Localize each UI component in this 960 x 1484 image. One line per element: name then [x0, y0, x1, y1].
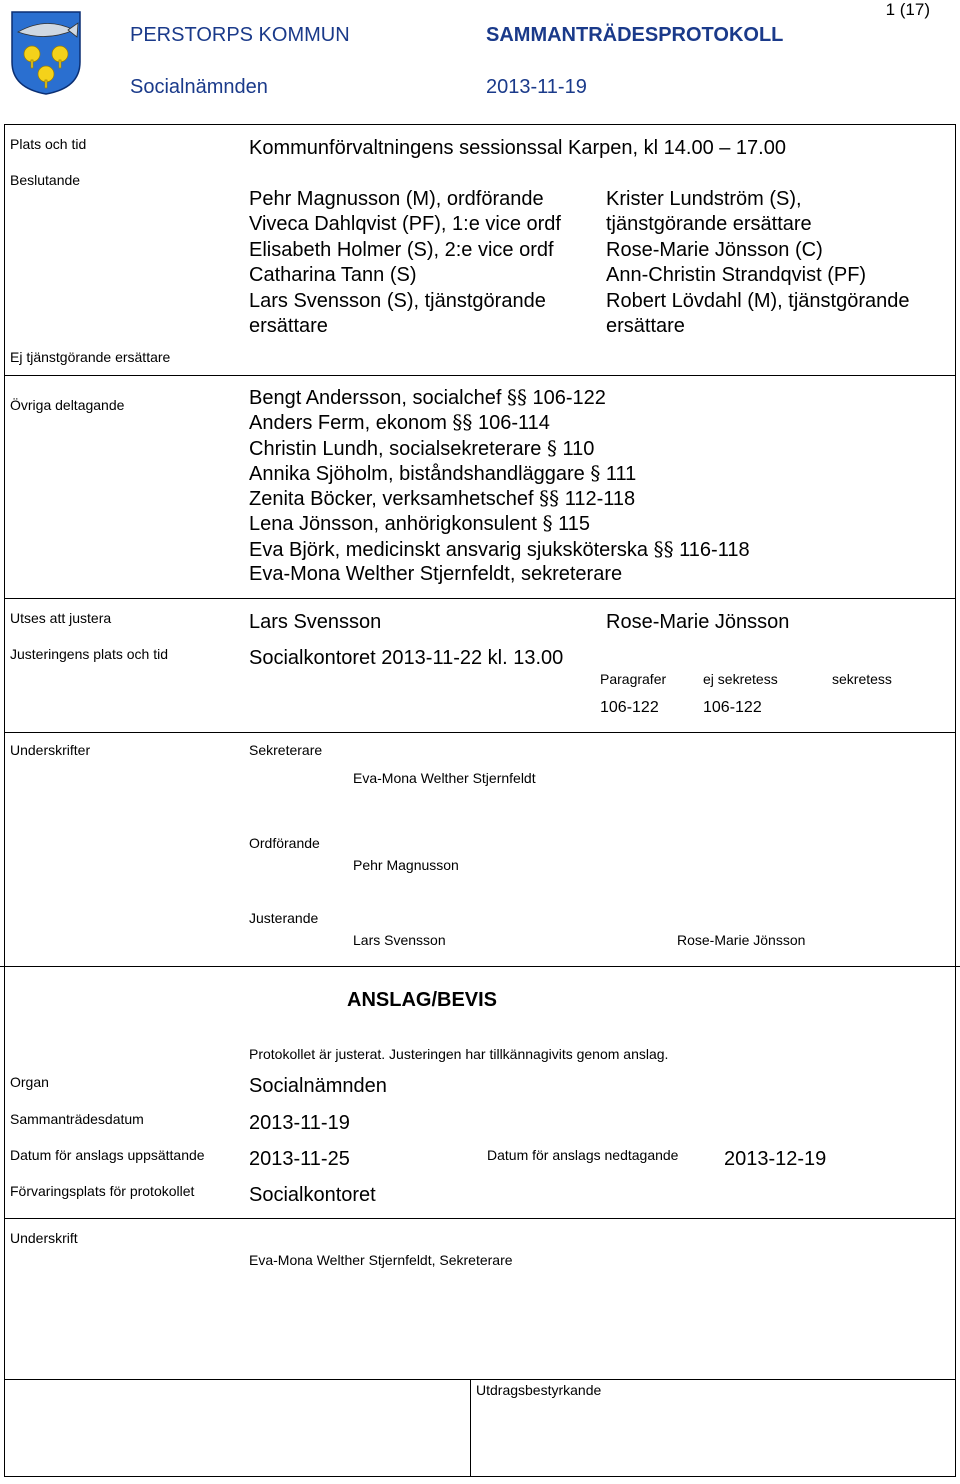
participant-range: 111 — [605, 462, 637, 485]
signature-value: Eva-Mona Welther Stjernfeldt, Sekreterare — [249, 1252, 513, 1268]
secretary-name: Eva-Mona Welther Stjernfeldt — [353, 770, 536, 786]
participant-range: 115 — [558, 513, 591, 536]
place-time-value: Kommunförvaltningens sessionssal Karpen, kl 14.00 – 17.00 — [249, 137, 786, 159]
chair-name: Pehr Magnusson — [353, 857, 459, 873]
paragraphs-value: 106-122 — [600, 699, 659, 716]
participant-line — [249, 385, 750, 410]
main-box-bottom — [0, 966, 960, 967]
notice-statement: Protokollet är justerat. Justeringen har tillkännagivits genom anslag. — [249, 1046, 669, 1062]
participant-range: 110 — [562, 437, 595, 460]
secretary-role: Sekreterare — [249, 742, 323, 758]
label-storage: Förvaringsplats för protokollet — [10, 1183, 195, 1199]
label-deciding: Beslutande — [10, 172, 81, 188]
member-line: ersättare — [606, 314, 685, 337]
section-divider — [4, 732, 956, 733]
member-line: Robert Lövdahl (M), tjänstgörande — [606, 289, 910, 312]
municipality-name: PERSTORPS KOMMUN — [130, 24, 350, 46]
document-type: SAMMANTRÄDESPROTOKOLL — [486, 24, 784, 46]
participant-range: 116-118 — [679, 538, 750, 561]
member-line: Catharina Tann (S) — [249, 264, 417, 287]
members-right-column — [606, 187, 910, 339]
section-sign: § — [590, 460, 601, 485]
label-non-serving-subs: Ej tjänstgörande ersättare — [10, 349, 171, 365]
member-line: Ann-Christin Strandqvist (PF) — [606, 264, 867, 287]
section-divider — [4, 1218, 956, 1219]
label-adjust-place-time: Justeringens plats och tid — [10, 646, 168, 662]
participant-line — [249, 486, 750, 511]
others-list — [249, 385, 750, 587]
chair-role: Ordförande — [249, 835, 320, 851]
adjuster-role: Justerande — [249, 910, 319, 926]
participant-name: Anders Ferm, ekonom — [249, 412, 447, 435]
removed-date-value: 2013-12-19 — [724, 1148, 827, 1170]
participant-name: Eva-Mona Welther Stjernfeldt, sekreterare — [249, 563, 623, 586]
member-line: Elisabeth Holmer (S), 2:e vice ordf — [249, 238, 554, 261]
member-line: Viveca Dahlqvist (PF), 1:e vice ordf — [249, 213, 561, 236]
participant-range: 112-118 — [564, 488, 636, 511]
adjust-place-time-value: Socialkontoret 2013-11-22 kl. 13.00 — [249, 647, 564, 669]
member-line: Krister Lundström (S), — [606, 188, 802, 210]
confidential-header: sekretess — [832, 671, 892, 687]
adjuster-name-2: Rose-Marie Jönsson — [677, 932, 806, 948]
section-sign: § — [542, 511, 553, 536]
section-sign: §§ — [506, 385, 527, 409]
notice-box-bottom — [4, 1379, 956, 1380]
extract-box-right — [955, 1379, 956, 1477]
participant-name: Zenita Böcker, verksamhetschef — [249, 488, 534, 511]
participant-name: Bengt Andersson, socialchef — [249, 387, 502, 409]
meeting-date-value: 2013-11-19 — [249, 1112, 350, 1134]
organ-value: Socialnämnden — [249, 1075, 387, 1097]
section-divider — [4, 598, 956, 599]
participant-name: Christin Lundh, socialsekreterare — [249, 437, 542, 460]
participant-range: 106-114 — [477, 412, 550, 435]
label-signature: Underskrift — [10, 1230, 78, 1246]
label-place-time: Plats och tid — [10, 136, 87, 152]
participant-name: Annika Sjöholm, biståndshandläggare — [249, 462, 585, 485]
label-others: Övriga deltagande — [10, 397, 125, 413]
notice-title: ANSLAG/BEVIS — [347, 989, 498, 1011]
extract-box-left — [4, 1379, 5, 1477]
main-box-left — [4, 124, 5, 967]
not-confidential-value: 106-122 — [703, 699, 762, 716]
page-number: 1 (17) — [885, 0, 930, 19]
member-line: Lars Svensson (S), tjänstgörande — [249, 289, 546, 312]
section-sign: §§ — [653, 536, 674, 561]
extract-divider — [470, 1379, 471, 1477]
paragraphs-header: Paragrafer — [600, 671, 667, 687]
participant-range: 106-122 — [532, 387, 606, 409]
participant-line — [249, 436, 750, 461]
main-box-right — [955, 124, 956, 967]
section-sign: § — [546, 435, 557, 460]
adjuster-name-1: Lars Svensson — [353, 932, 446, 948]
participant-name: Lena Jönsson, anhörigkonsulent — [249, 513, 537, 536]
section-sign: §§ — [452, 410, 473, 435]
adjuster-first: Lars Svensson — [249, 611, 382, 633]
label-appointed-to-adjust: Utses att justera — [10, 610, 112, 626]
main-box-top — [4, 124, 956, 125]
posted-date-value: 2013-11-25 — [249, 1148, 350, 1170]
participant-line — [249, 410, 750, 435]
label-meeting-date: Sammanträdesdatum — [10, 1111, 144, 1127]
participant-line — [249, 461, 750, 486]
section-divider — [4, 375, 956, 376]
extract-box-bottom — [4, 1476, 956, 1477]
member-line: ersättare — [249, 314, 328, 337]
member-line: tjänstgörande ersättare — [606, 213, 812, 236]
notice-box-left — [4, 966, 5, 1380]
municipality-logo — [10, 10, 82, 101]
not-confidential-header: ej sekretess — [703, 671, 778, 687]
label-signatures: Underskrifter — [10, 742, 91, 758]
adjuster-second: Rose-Marie Jönsson — [606, 611, 790, 633]
members-left-column — [249, 187, 561, 339]
extract-label: Utdragsbestyrkande — [476, 1382, 602, 1398]
participant-line — [249, 511, 750, 536]
storage-value: Socialkontoret — [249, 1184, 376, 1206]
label-posted-date: Datum för anslags uppsättande — [10, 1147, 205, 1163]
member-line: Pehr Magnusson (M), ordförande — [249, 188, 544, 210]
body-name: Socialnämnden — [130, 76, 268, 98]
section-sign: §§ — [539, 486, 560, 511]
label-organ: Organ — [10, 1074, 49, 1090]
participant-line — [249, 562, 750, 587]
participant-name: Eva Björk, medicinskt ansvarig sjuksköterska — [249, 538, 649, 561]
member-line: Rose-Marie Jönsson (C) — [606, 238, 823, 261]
meeting-date: 2013-11-19 — [486, 76, 587, 98]
notice-box-right — [955, 966, 956, 1380]
label-removed-date: Datum för anslags nedtagande — [487, 1147, 679, 1163]
participant-line — [249, 537, 750, 562]
